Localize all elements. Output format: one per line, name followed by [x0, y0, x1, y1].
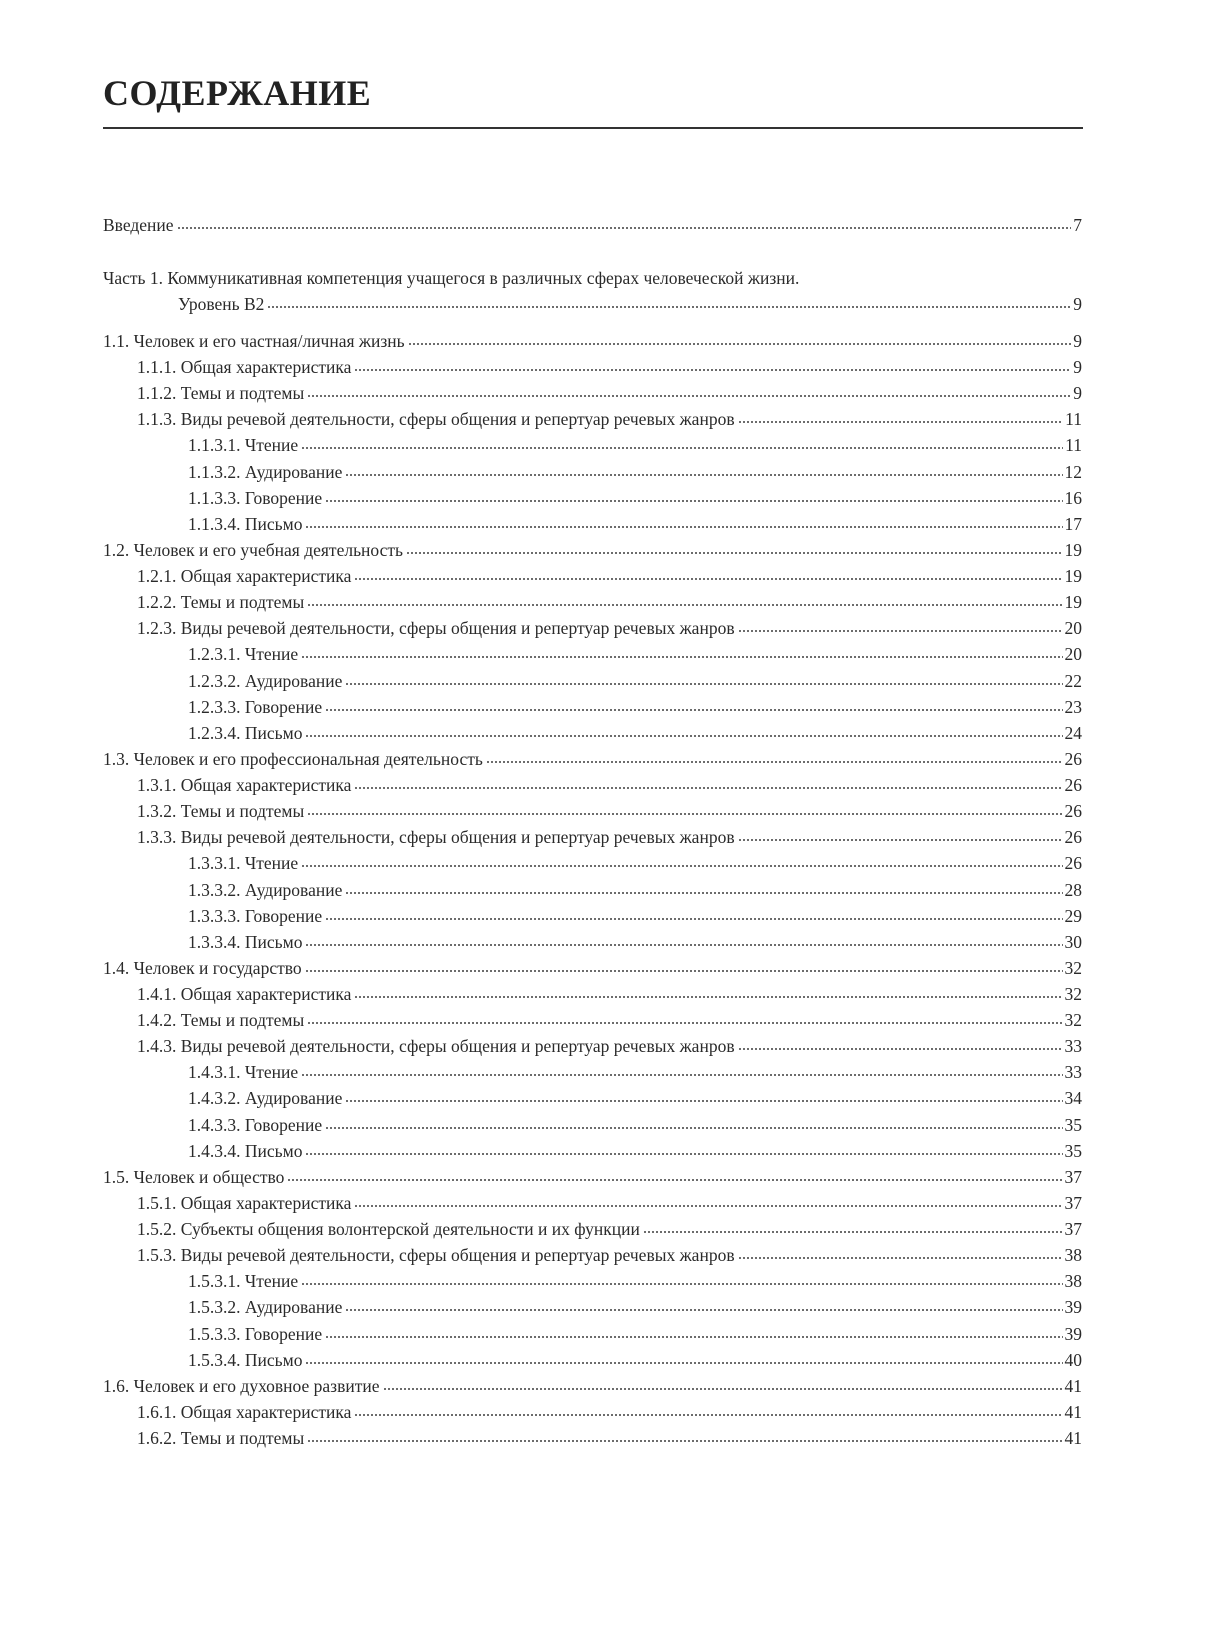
- toc-entry-level-3[interactable]: [188, 1349, 1082, 1371]
- toc-entry-page: 39: [1064, 1323, 1082, 1344]
- toc-entry-page: 33: [1064, 1036, 1082, 1057]
- toc-entry-label: 1.1.3.1. Чтение: [188, 435, 299, 456]
- dot-leader: [305, 734, 1062, 738]
- toc-entry-label: 1.3.3.4. Письмо: [188, 931, 303, 952]
- toc-entry-label: 1.3. Человек и его профессиональная деятельность: [103, 748, 483, 769]
- toc-entry-page: 28: [1064, 879, 1082, 900]
- dot-leader: [738, 838, 1063, 842]
- dot-leader: [325, 917, 1062, 921]
- toc-entry-page: 26: [1064, 801, 1082, 822]
- toc-entry-label: 1.1.3.4. Письмо: [188, 513, 303, 534]
- dot-leader: [354, 995, 1062, 999]
- toc-entry-page: 26: [1064, 748, 1082, 769]
- toc-entry-label: 1.5.2. Субъекты общения волонтерской деятельности и их функции: [137, 1219, 640, 1240]
- toc-entry-label: 1.5.3. Виды речевой деятельности, сферы общения и репертуар речевых жанров: [137, 1245, 735, 1266]
- toc-entry-label: 1.2.3.3. Говорение: [188, 696, 323, 717]
- toc-entry-level-2[interactable]: [137, 591, 1082, 613]
- toc-entry-page: 40: [1064, 1349, 1082, 1370]
- dot-leader: [305, 1361, 1062, 1365]
- toc-entry-label: 1.5.3.1. Чтение: [188, 1271, 299, 1292]
- toc-entry-label: 1.2.3. Виды речевой деятельности, сферы общения и репертуар речевых жанров: [137, 618, 735, 639]
- dot-leader: [354, 786, 1062, 790]
- toc-entry-page: 35: [1064, 1114, 1082, 1135]
- toc-entry-label: 1.6. Человек и его духовное развитие: [103, 1375, 380, 1396]
- dot-leader: [177, 226, 1072, 230]
- toc-entry-label: 1.2.2. Темы и подтемы: [137, 592, 305, 613]
- toc-entry-level-1[interactable]: [103, 330, 1082, 352]
- toc-entry-label: 1.1.3. Виды речевой деятельности, сферы общения и репертуар речевых жанров: [137, 409, 735, 430]
- toc-entry-level-2[interactable]: [137, 826, 1082, 848]
- toc-entry-page: 9: [1073, 294, 1082, 314]
- toc-entry-level-2[interactable]: [137, 408, 1082, 430]
- toc-entry-level-2[interactable]: [137, 1401, 1082, 1423]
- toc-entry-level-1[interactable]: [103, 748, 1082, 770]
- dot-leader: [305, 969, 1063, 973]
- toc-entry-level-3[interactable]: [188, 1087, 1082, 1109]
- dot-leader: [738, 1047, 1063, 1051]
- dot-leader: [305, 525, 1062, 529]
- dot-leader: [738, 420, 1064, 424]
- toc-entry-level-2[interactable]: [137, 565, 1082, 587]
- toc-entry-level-2[interactable]: [137, 617, 1082, 639]
- dot-leader: [406, 551, 1062, 555]
- toc-entry-level-2[interactable]: [137, 1192, 1082, 1214]
- toc-entry-level-1[interactable]: [103, 1166, 1082, 1188]
- toc-entry-page: 9: [1073, 357, 1082, 378]
- toc-entry-page: 7: [1073, 215, 1082, 235]
- toc-entry-page: 26: [1064, 853, 1082, 874]
- toc-entry-label: 1.2. Человек и его учебная деятельность: [103, 539, 404, 560]
- toc-entry-label: 1.4.2. Темы и подтемы: [137, 1010, 305, 1031]
- toc-entry-page: 17: [1064, 513, 1082, 534]
- dot-leader: [305, 1152, 1062, 1156]
- toc-entry-page: 35: [1064, 1140, 1082, 1161]
- toc-entry-label: 1.1.3.2. Аудирование: [188, 461, 343, 482]
- toc-entry-label: 1.2.3.1. Чтение: [188, 644, 299, 665]
- toc-entry-page: 20: [1064, 618, 1082, 639]
- toc-entry-level-1[interactable]: [103, 957, 1082, 979]
- toc-entry-label: 1.1.3.3. Говорение: [188, 487, 323, 508]
- dot-leader: [301, 446, 1063, 450]
- dot-leader: [486, 760, 1063, 764]
- toc-entry-label: 1.3.3.3. Говорение: [188, 905, 323, 926]
- toc-entry-level-3[interactable]: [188, 643, 1082, 665]
- toc-entry-label: 1.1. Человек и его частная/личная жизнь: [103, 331, 405, 351]
- dot-leader: [354, 1413, 1062, 1417]
- toc-entry-level-2[interactable]: [137, 1218, 1082, 1240]
- toc-entry-level-1[interactable]: [103, 539, 1082, 561]
- toc-entry-page: 19: [1064, 592, 1082, 613]
- toc-entry-page: 32: [1064, 984, 1082, 1004]
- toc-entry-level-3[interactable]: [188, 879, 1082, 901]
- dot-leader: [325, 499, 1062, 503]
- dot-leader: [301, 655, 1062, 659]
- toc-entry-label: Введение: [103, 215, 174, 235]
- dot-leader: [325, 1335, 1062, 1339]
- toc-entry-page: 29: [1064, 905, 1082, 926]
- toc-entry-level-2[interactable]: [137, 1009, 1082, 1031]
- toc-entry-page: 37: [1064, 1192, 1082, 1213]
- toc-entry-level-2[interactable]: [137, 800, 1082, 822]
- dot-leader: [354, 1204, 1062, 1208]
- toc-entry-label: 1.4.3.2. Аудирование: [188, 1088, 343, 1109]
- toc-entry-label: 1.3.3.2. Аудирование: [188, 879, 343, 900]
- toc-entry-label: 1.3.3. Виды речевой деятельности, сферы общения и репертуар речевых жанров: [137, 827, 735, 848]
- dot-leader: [307, 812, 1062, 816]
- toc-entry-label: 1.2.3.4. Письмо: [188, 722, 303, 743]
- dot-leader: [345, 1099, 1062, 1103]
- toc-entry-page: 23: [1064, 696, 1082, 717]
- dot-leader: [383, 1387, 1063, 1391]
- title-divider: [103, 127, 1083, 129]
- toc-entry-page: 41: [1064, 1375, 1082, 1396]
- toc-entry-label: 1.5.3.2. Аудирование: [188, 1297, 343, 1318]
- toc-entry-page: 11: [1065, 409, 1082, 430]
- toc-entry-label: 1.6.1. Общая характеристика: [137, 1401, 352, 1422]
- toc-entry-label: 1.3.2. Темы и подтемы: [137, 801, 305, 822]
- toc-entry-page: 9: [1073, 383, 1082, 404]
- toc-entry-label: 1.4.3.4. Письмо: [188, 1140, 303, 1161]
- toc-entry-label: 1.2.1. Общая характеристика: [137, 566, 352, 587]
- toc-entry-page: 26: [1064, 775, 1082, 796]
- toc-entry-label: 1.1.1. Общая характеристика: [137, 357, 352, 378]
- dot-leader: [345, 473, 1062, 477]
- toc-entry-label: 1.5. Человек и общество: [103, 1166, 285, 1187]
- toc-entry-page: 33: [1064, 1062, 1082, 1083]
- toc-entry-page: 9: [1073, 331, 1082, 351]
- dot-leader: [307, 603, 1062, 607]
- dot-leader: [307, 394, 1071, 398]
- toc-entry-label: 1.3.1. Общая характеристика: [137, 775, 352, 796]
- toc-entry-page: 39: [1064, 1297, 1082, 1318]
- toc-entry-label: 1.5.3.4. Письмо: [188, 1349, 303, 1370]
- toc-entry-page: 38: [1064, 1271, 1082, 1292]
- toc-entry-label: 1.1.2. Темы и подтемы: [137, 383, 305, 404]
- toc-entry-page: 32: [1064, 957, 1082, 978]
- toc-entry-label: Уровень B2: [178, 294, 265, 314]
- toc-entry-level-2[interactable]: [137, 382, 1082, 404]
- toc-entry-level-3[interactable]: [188, 434, 1082, 456]
- toc-entry-part-1[interactable]: [178, 293, 1082, 315]
- toc-entry-level-3[interactable]: [188, 513, 1082, 535]
- toc-entry-level-3[interactable]: [188, 1270, 1082, 1292]
- toc-entry-page: 20: [1064, 644, 1082, 665]
- dot-leader: [307, 1439, 1062, 1443]
- toc-entry-page: 26: [1064, 827, 1082, 848]
- dot-leader: [301, 864, 1062, 868]
- toc-entry-level-3[interactable]: [188, 1140, 1082, 1162]
- dot-leader: [325, 708, 1062, 712]
- toc-entry-label: 1.4. Человек и государство: [103, 957, 302, 978]
- toc-entry-page: 30: [1064, 931, 1082, 952]
- dot-leader: [325, 1126, 1062, 1130]
- toc-entry-label: 1.4.3.1. Чтение: [188, 1062, 299, 1083]
- dot-leader: [301, 1282, 1062, 1286]
- toc-entry-page: 22: [1064, 670, 1082, 691]
- toc-entry-page: 37: [1064, 1166, 1082, 1187]
- toc-entry-introduction[interactable]: [103, 214, 1082, 236]
- dot-leader: [738, 629, 1063, 633]
- dot-leader: [345, 682, 1062, 686]
- dot-leader: [408, 342, 1072, 346]
- toc-entry-label: 1.2.3.2. Аудирование: [188, 670, 343, 691]
- dot-leader: [305, 943, 1062, 947]
- toc-entry-level-3[interactable]: [188, 931, 1082, 953]
- toc-entry-label: 1.4.1. Общая характеристика: [137, 984, 352, 1004]
- toc-entry-level-3[interactable]: [188, 1296, 1082, 1318]
- page-title: СОДЕРЖАНИЕ: [103, 73, 372, 113]
- toc-entry-level-3[interactable]: [188, 852, 1082, 874]
- dot-leader: [643, 1230, 1063, 1234]
- toc-entry-label: 1.3.3.1. Чтение: [188, 853, 299, 874]
- toc-entry-level-2[interactable]: [137, 1427, 1082, 1449]
- dot-leader: [738, 1256, 1063, 1260]
- dot-leader: [307, 1021, 1062, 1025]
- toc-entry-page: 41: [1064, 1428, 1082, 1449]
- toc-entry-level-2[interactable]: [137, 774, 1082, 796]
- toc-entry-page: 11: [1065, 435, 1082, 456]
- toc-entry-page: 19: [1064, 539, 1082, 560]
- toc-entry-label: 1.5.3.3. Говорение: [188, 1323, 323, 1344]
- toc-entry-level-2[interactable]: [137, 1035, 1082, 1057]
- toc-entry-page: 16: [1064, 487, 1082, 508]
- toc-entry-level-3[interactable]: [188, 487, 1082, 509]
- toc-entry-page: 32: [1064, 1010, 1082, 1031]
- toc-entry-label: 1.4.3.3. Говорение: [188, 1114, 323, 1135]
- toc-entry-level-2[interactable]: [137, 356, 1082, 378]
- dot-leader: [345, 1308, 1062, 1312]
- toc-entry-page: 12: [1064, 461, 1082, 482]
- toc-entry-page: 24: [1064, 722, 1082, 743]
- toc-entry-level-2[interactable]: [137, 983, 1082, 1005]
- toc-entry-level-3[interactable]: [188, 1323, 1082, 1345]
- toc-entry-level-3[interactable]: [188, 696, 1082, 718]
- toc-entry-level-3[interactable]: [188, 722, 1082, 744]
- dot-leader: [354, 577, 1062, 581]
- toc-part-title[interactable]: Часть 1. Коммуникативная компетенция учащегося в различных сферах человеческой жизни.: [103, 268, 800, 288]
- toc-entry-level-3[interactable]: [188, 1061, 1082, 1083]
- toc-entry-page: 41: [1064, 1401, 1082, 1422]
- toc-entry-level-3[interactable]: [188, 1114, 1082, 1136]
- toc-entry-level-3[interactable]: [188, 670, 1082, 692]
- toc-entry-level-1[interactable]: [103, 1375, 1082, 1397]
- dot-leader: [287, 1178, 1062, 1182]
- toc-entry-label: 1.4.3. Виды речевой деятельности, сферы общения и репертуар речевых жанров: [137, 1036, 735, 1057]
- toc-entry-label: 1.5.1. Общая характеристика: [137, 1192, 352, 1213]
- dot-leader: [267, 305, 1071, 309]
- toc-entry-page: 19: [1064, 566, 1082, 587]
- toc-entry-page: 38: [1064, 1245, 1082, 1266]
- dot-leader: [301, 1073, 1062, 1077]
- toc-entry-level-3[interactable]: [188, 905, 1082, 927]
- dot-leader: [345, 891, 1062, 895]
- toc-entry-page: 34: [1064, 1088, 1082, 1109]
- dot-leader: [354, 368, 1071, 372]
- toc-entry-level-3[interactable]: [188, 461, 1082, 483]
- toc-entry-label: 1.6.2. Темы и подтемы: [137, 1428, 305, 1449]
- toc-entry-page: 37: [1064, 1219, 1082, 1240]
- toc-entry-level-2[interactable]: [137, 1244, 1082, 1266]
